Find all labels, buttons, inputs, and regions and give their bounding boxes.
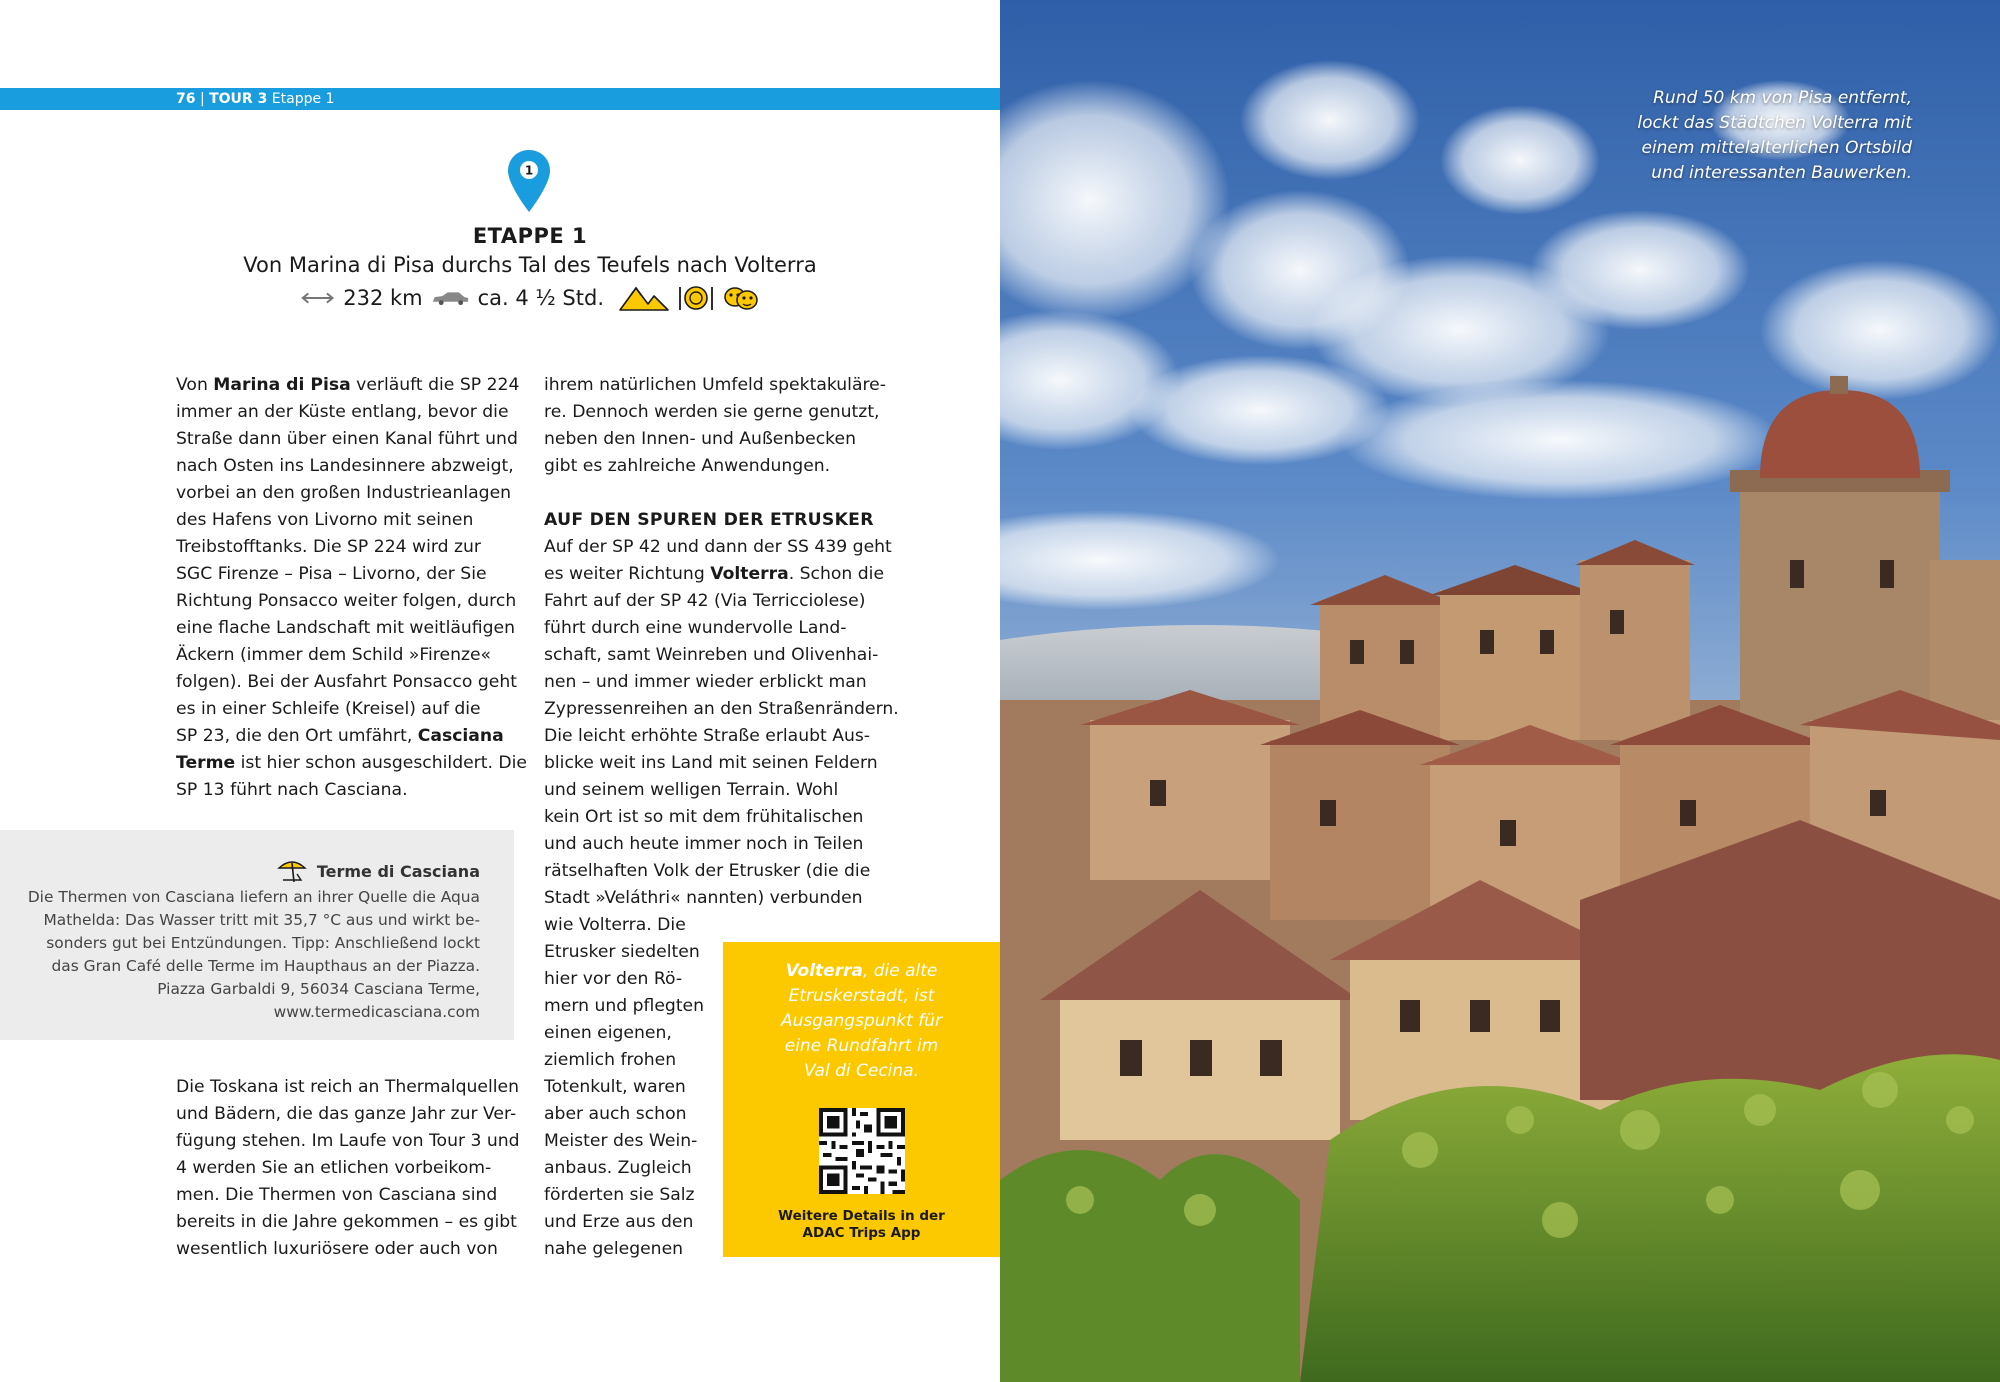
text-line: vorbei an den großen Industrieanlagen: [176, 483, 512, 503]
header-separator: |: [199, 91, 205, 107]
info-line: Mathelda: Das Wasser tritt mit 35,7 °C aus und wirkt be-: [43, 911, 480, 929]
food-icon: [676, 283, 716, 313]
text-line: und seinem welligen Terrain. Wohl: [544, 780, 839, 800]
text-line: Etrusker siedelten: [544, 942, 700, 962]
text-line: immer an der Küste entlang, bevor die: [176, 402, 509, 422]
text-line: kein Ort ist so mit dem frühitalischen: [544, 807, 864, 827]
text-line: re. Dennoch werden sie gerne genutzt,: [544, 402, 880, 422]
caption-line: Rund 50 km von Pisa entfernt,: [1653, 88, 1912, 108]
text-line: eine flache Landschaft mit weitläufigen: [176, 618, 515, 638]
yellow-box-caption: Volterra, die alte Etruskerstadt, ist Ausgangspunkt für eine Rundfahrt im Val di Cecina.: [723, 959, 1000, 1084]
text-line: schaft, samt Weinreben und Olivenhai-: [544, 645, 879, 665]
caption-line: Val di Cecina.: [804, 1061, 919, 1081]
place-terme: Terme: [176, 753, 236, 773]
text-line: Die leicht erhöhte Straße erlaubt Aus-: [544, 726, 871, 746]
text-line: ziemlich frohen: [544, 1050, 677, 1070]
place-marina-di-pisa: Marina di Pisa: [213, 375, 351, 395]
text-line: und Bädern, die das ganze Jahr zur Ver-: [176, 1104, 517, 1124]
header-bar: [0, 88, 1000, 110]
caption-volterra: Volterra: [785, 961, 863, 981]
caption-line: Ausgangspunkt für: [781, 1011, 942, 1031]
text-line: Terme ist hier schon ausgeschildert. Die: [176, 753, 527, 773]
text-line: 4 werden Sie an etlichen vorbeikom-: [176, 1158, 492, 1178]
text-line: nach Osten ins Landesinnere abzweigt,: [176, 456, 514, 476]
text-line: einen eigenen,: [544, 1023, 672, 1043]
text-line: aber auch schon: [544, 1104, 687, 1124]
text-line: wie Volterra. Die: [544, 915, 686, 935]
text-line: Totenkult, waren: [544, 1077, 686, 1097]
caption-line: einem mittelalterlichen Ortsbild: [1641, 138, 1912, 158]
text-line: Zypressenreihen an den Straßenrändern.: [544, 699, 899, 719]
pin-number: 1: [524, 163, 534, 178]
distance-arrows-icon: [300, 291, 335, 305]
text-line: nen – und immer wieder erblickt man: [544, 672, 867, 692]
stage-title: ETAPPE 1: [472, 224, 588, 248]
culture-masks-icon: [722, 284, 760, 312]
text-line: Von Marina di Pisa verläuft die SP 224: [176, 375, 520, 395]
caption-line: und interessanten Bauwerken.: [1651, 163, 1912, 183]
text-line: blicke weit ins Land mit seinen Feldern: [544, 753, 878, 773]
text-line: Straße dann über einen Kanal führt und: [176, 429, 518, 449]
stage-subtitle: Von Marina di Pisa durchs Tal des Teufels nach Volterra: [243, 253, 817, 277]
running-header: [176, 90, 334, 108]
info-line: sonders gut bei Entzündungen. Tipp: Anschließend lockt: [46, 934, 480, 952]
info-line: Die Thermen von Casciana liefern an ihrer Quelle die Aqua: [27, 888, 480, 906]
header-tour: TOUR 3: [209, 91, 268, 107]
text-line: des Hafens von Livorno mit seinen: [176, 510, 474, 530]
right-page: [1000, 0, 2000, 1382]
qr-code-icon[interactable]: [819, 1108, 905, 1194]
text-line: hier vor den Rö-: [544, 969, 683, 989]
caption-line: Etruskerstadt, ist: [788, 986, 935, 1006]
text-line: SGC Firenze – Pisa – Livorno, der Sie: [176, 564, 487, 584]
text-line: Richtung Ponsacco weiter folgen, durch: [176, 591, 517, 611]
caption-line: lockt das Städtchen Volterra mit: [1637, 113, 1912, 133]
stage-meta: [300, 283, 760, 313]
stage-duration: ca. 4 ½ Std.: [477, 286, 604, 310]
map-pin-icon: [506, 148, 552, 214]
text-line: wesentlich luxuriösere oder auch von: [176, 1239, 498, 1259]
text-line: führt durch eine wundervolle Land-: [544, 618, 847, 638]
place-volterra: Volterra: [710, 564, 789, 584]
info-line: Piazza Garbaldi 9, 56034 Casciana Terme,: [157, 980, 480, 998]
body-column-1-bottom: [176, 1074, 520, 1263]
text-line: und Erze aus den: [544, 1212, 694, 1232]
text-line: Auf der SP 42 und dann der SS 439 geht: [544, 537, 892, 557]
text-line: Stadt »Veláthri« nannten) verbunden: [544, 888, 863, 908]
text-line: SP 13 führt nach Casciana.: [176, 780, 408, 800]
text-line: fügung stehen. Im Laufe von Tour 3 und: [176, 1131, 520, 1151]
info-website-link[interactable]: www.termedicasciana.com: [273, 1003, 480, 1021]
text-line: neben den Innen- und Außenbecken: [544, 429, 856, 449]
text-line: anbaus. Zugleich: [544, 1158, 692, 1178]
text-line: nahe gelegenen: [544, 1239, 684, 1259]
text-line: es in einer Schleife (Kreisel) auf die: [176, 699, 481, 719]
info-box-terme: [0, 830, 514, 1040]
mountains-icon: [618, 284, 670, 312]
text-line: förderten sie Salz: [544, 1185, 695, 1205]
category-icons: [618, 283, 760, 313]
text-line: Treibstofftanks. Die SP 224 wird zur: [176, 537, 481, 557]
text-line: folgen). Bei der Ausfahrt Ponsacco geht: [176, 672, 517, 692]
app-hint: Weitere Details in der ADAC Trips App: [778, 1208, 945, 1241]
info-box-title: Terme di Casciana: [277, 858, 480, 884]
header-stage: Etappe 1: [271, 91, 335, 107]
volterra-photo: [1000, 0, 2000, 1382]
text-line: es weiter Richtung Volterra. Schon die: [544, 564, 885, 584]
text-line: Äckern (immer dem Schild »Firenze«: [176, 645, 492, 665]
stage-distance: 232 km: [343, 286, 423, 310]
info-line: das Gran Café delle Terme im Haupthaus an der Piazza.: [51, 957, 480, 975]
beach-umbrella-icon: [277, 858, 307, 884]
photo-caption: [1512, 86, 1912, 186]
text-line: rätselhaften Volk der Etrusker (die die: [544, 861, 871, 881]
text-line: Die Toskana ist reich an Thermalquellen: [176, 1077, 520, 1097]
text-line: mern und pflegten: [544, 996, 705, 1016]
text-line: bereits in die Jahre gekommen – es gibt: [176, 1212, 517, 1232]
text-line: Meister des Wein-: [544, 1131, 698, 1151]
text-line: und auch heute immer noch in Teilen: [544, 834, 864, 854]
text-line: men. Die Thermen von Casciana sind: [176, 1185, 498, 1205]
section-subheading: AUF DEN SPUREN DER ETRUSKER: [544, 510, 874, 530]
caption-line: eine Rundfahrt im: [784, 1036, 939, 1056]
body-column-1: [176, 372, 527, 804]
text-line: ihrem natürlichen Umfeld spektakuläre-: [544, 375, 886, 395]
text-line: SP 23, die den Ort umfährt, Casciana: [176, 726, 504, 746]
place-casciana: Casciana: [417, 726, 504, 746]
info-box-body: [10, 886, 480, 1024]
page-number: 76: [176, 91, 196, 107]
text-line: Fahrt auf der SP 42 (Via Terricciolese): [544, 591, 866, 611]
text-line: gibt es zahlreiche Anwendungen.: [544, 456, 831, 476]
yellow-info-box: [723, 942, 1000, 1257]
car-icon: [431, 290, 470, 306]
